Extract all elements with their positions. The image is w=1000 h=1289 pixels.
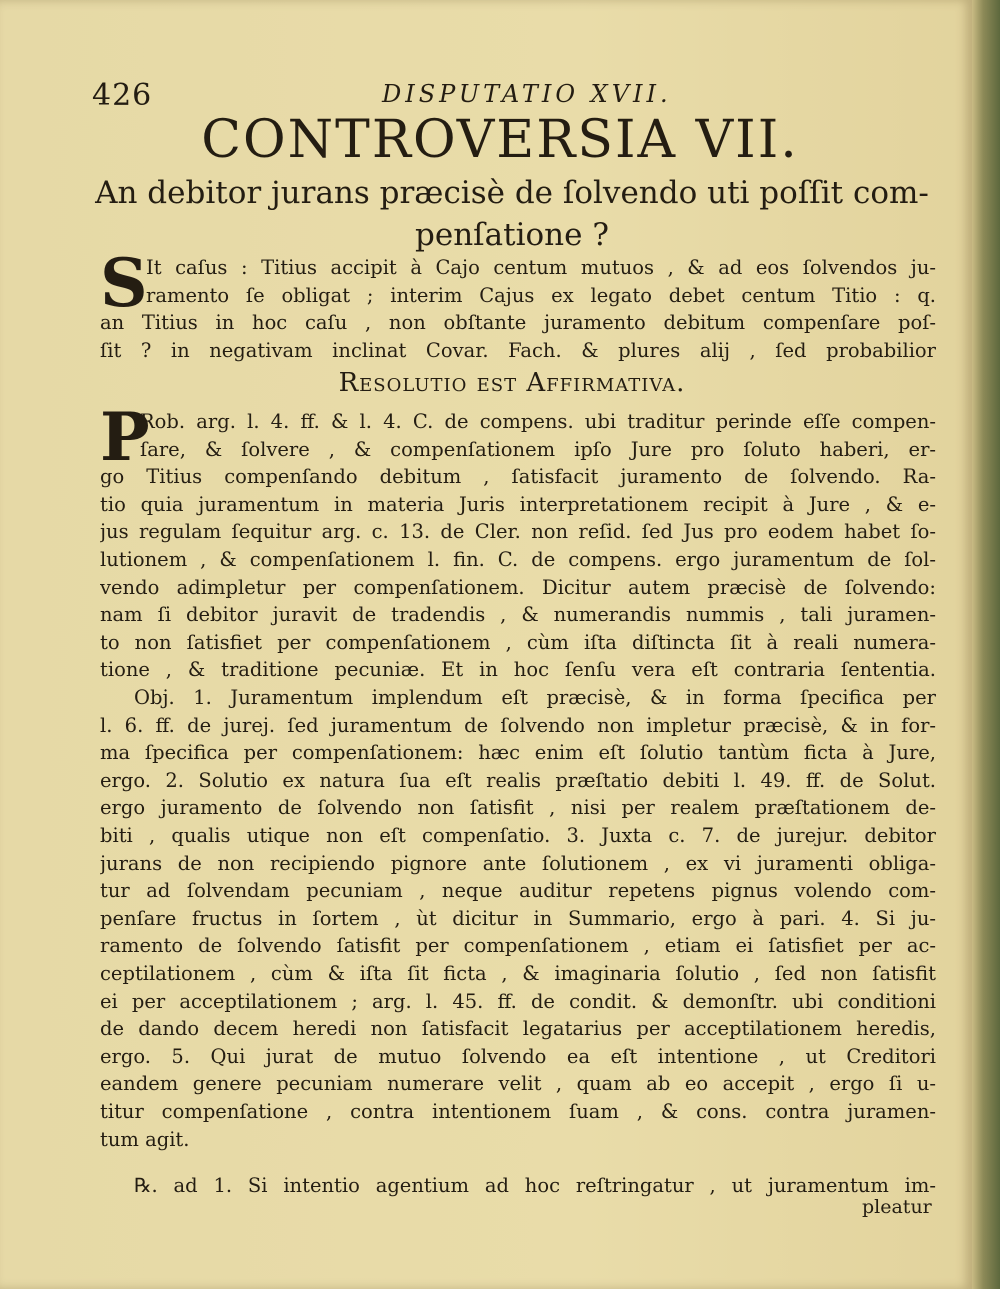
catchword: pleatur: [862, 1196, 932, 1218]
text-line: an Titius in hoc caſu , non obſtante juramento debitum compenſare poſ-: [100, 311, 936, 335]
text-line: lutionem , & compenſationem l. fin. C. de compens. ergo juramentum de ſol-: [100, 547, 936, 571]
text-line: de dando decem heredi non ſatisfacit legatarius per acceptilationem heredis,: [100, 1017, 936, 1041]
text-line: l. 6. ff. de jurej. ſed juramentum de ſolvendo non impletur præcisè, & in for-: [100, 713, 936, 737]
text-line: ergo. 5. Qui jurat de mutuo ſolvendo ea eſt intentione , ut Creditori: [100, 1044, 936, 1068]
text-line: ei per acceptilationem ; arg. l. 45. ff. de condit. & demonſtr. ubi conditioni: [100, 989, 936, 1013]
text-line: ergo juramento de ſolvendo non ſatisfit , nisi per realem præſtationem de-: [100, 796, 936, 820]
text-line: vendo adimpletur per compenſationem. Dicitur autem præcisè de ſolvendo:: [100, 575, 936, 599]
section-heading: Resolutio est Affirmativa.: [338, 368, 686, 398]
case-paragraph: [100, 244, 936, 364]
question-line: penſatione ?: [415, 217, 609, 253]
response-paragraph: [100, 1172, 936, 1200]
page-edge: [972, 0, 1000, 1289]
resolution-paragraph: [100, 398, 936, 684]
text-line: penſare fructus in ſortem , ùt dicitur in Summario, ergo à pari. 4. Si ju-: [100, 906, 936, 930]
text-line: ma ſpecifica per compenſationem: hæc enim eſt ſolutio tantùm ficta à Jure,: [100, 741, 936, 765]
text-line: ergo. 2. Solutio ex natura ſua eſt realis præſtatio debiti l. 49. ff. de Solut.: [100, 768, 936, 792]
text-line: nam ſi debitor juravit de tradendis , & numerandis nummis , tali juramen-: [100, 603, 936, 627]
text-line: ramento de ſolvendo ſatisfit per compenſationem , etiam ei ſatisfiet per ac-: [100, 934, 936, 958]
text-line: to non ſatisfiet per compenſationem , cùm iſta diſtincta ſit à reali numera-: [100, 630, 936, 654]
objections-paragraph: [100, 684, 936, 1153]
text-line: biti , qualis utique non eſt compenſatio. 3. Juxta c. 7. de jurejur. debitor: [100, 823, 936, 847]
text-line: It caſus : Titius accipit à Cajo centum mutuos , & ad eos ſolvendos ju-: [146, 256, 936, 279]
controversy-title: CONTROVERSIA VII.: [201, 110, 799, 170]
text-line: ſit ? in negativam inclinat Covar. Fach. & plures alij , ſed probabilior: [100, 338, 936, 362]
text-line: ramento ſe obligat ; interim Cajus ex legato debet centum Titio : q.: [146, 283, 936, 307]
text-line: ceptilationem , cùm & iſta ſit ficta , & imaginaria ſolutio , ſed non ſatisfit: [100, 961, 936, 985]
dropcap: S: [100, 244, 148, 322]
dropcap: P: [100, 398, 150, 476]
text-line: ſare, & ſolvere , & compenſationem ipſo Jure pro ſoluto haberi, er-: [140, 437, 936, 461]
page-header: [92, 74, 932, 114]
text-line: tione , & traditione pecuniæ. Et in hoc ſenſu vera eſt contraria ſententia.: [100, 658, 936, 682]
running-title: DISPUTATIO XVII.: [382, 80, 672, 108]
text-line: titur compenſatione , contra intentionem ſuam , & cons. contra juramen-: [100, 1099, 936, 1123]
text-line: Obj. 1. Juramentum implendum eſt præcisè, & in forma ſpecifica per: [134, 686, 936, 709]
text-line: jus regulam ſequitur arg. c. 13. de Cler. non reſid. ſed Jus pro eodem habet ſo-: [100, 520, 936, 544]
question-line: An debitor jurans præcisè de ſolvendo uti poſſit com-: [95, 175, 929, 211]
text-line: eandem genere pecuniam numerare velit , quam ab eo accepit , ergo ſi u-: [100, 1072, 936, 1096]
page-number: 426: [92, 78, 153, 113]
text-line: ℞. ad 1. Si intentio agentium ad hoc reſtringatur , ut juramentum im-: [134, 1174, 936, 1197]
text-line: tur ad ſolvendam pecuniam , neque auditur repetens pignus volendo com-: [100, 879, 936, 903]
text-line: Rob. arg. l. 4. ff. & l. 4. C. de compens. ubi traditur perinde eſſe compen-: [140, 410, 936, 433]
text-line: go Titius compenſando debitum , ſatisfacit juramento de ſolvendo. Ra-: [100, 465, 936, 489]
text-line: jurans de non recipiendo pignore ante ſolutionem , ex vi juramenti obliga-: [100, 851, 936, 875]
controversy-question: [92, 172, 932, 256]
text-line: tum agit.: [100, 1127, 190, 1151]
text-line: tio quia juramentum in materia Juris interpretationem recipit à Jure , & e-: [100, 492, 936, 516]
